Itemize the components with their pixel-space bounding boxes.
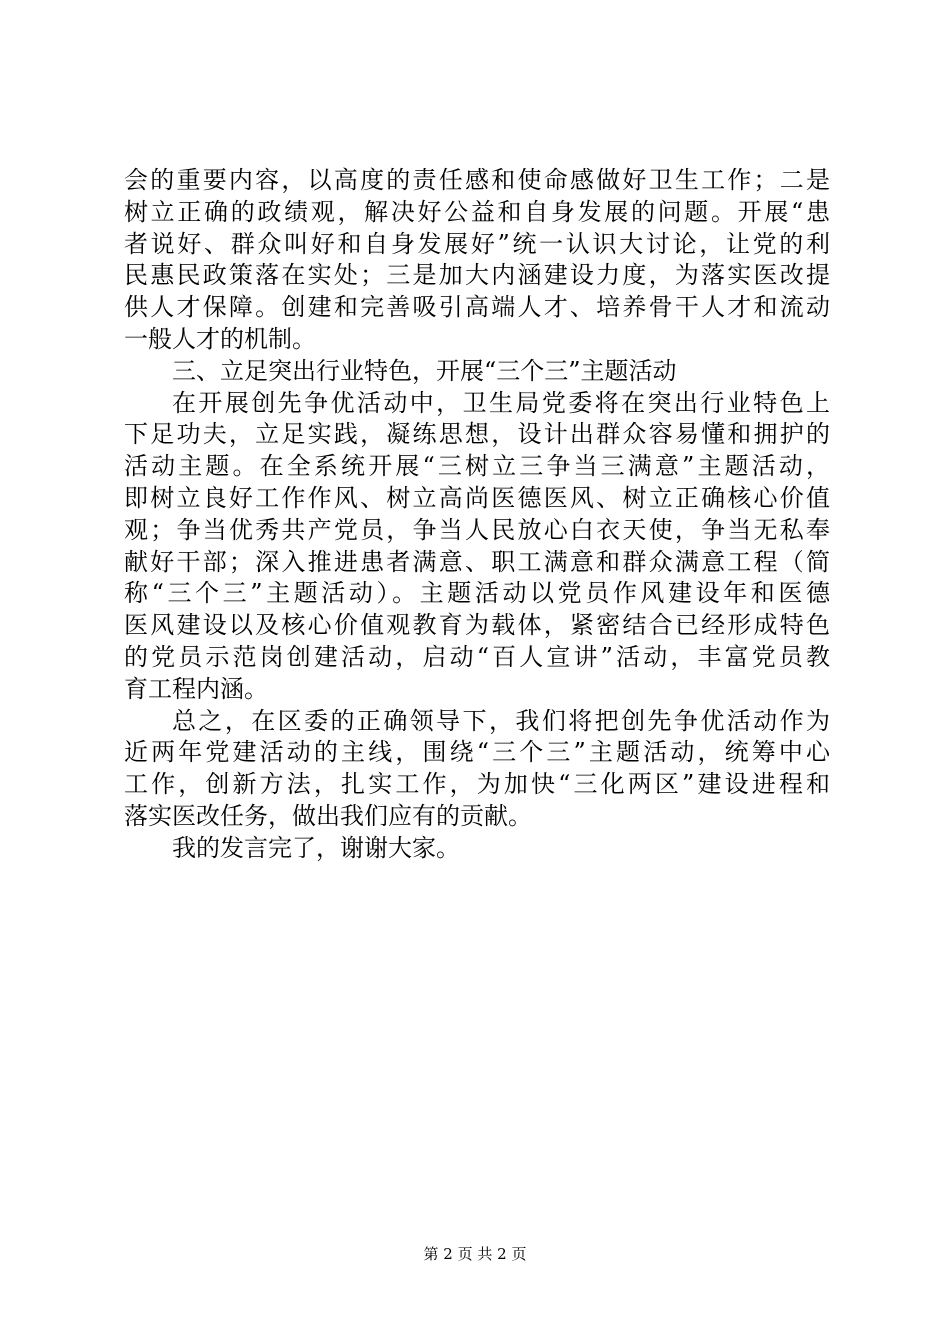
text-line: 活动主题。在全系统开展“三树立三争当三满意”主题活动，: [124, 452, 830, 481]
text-line: 一般人才的机制。: [124, 324, 316, 353]
text-line: 会的重要内容，以高度的责任感和使命感做好卫生工作；二是: [124, 166, 830, 194]
text-line: 观；争当优秀共产党员，争当人民放心白衣天使，争当无私奉: [124, 515, 830, 544]
text-line: 供人才保障。创建和完善吸引高端人才、培养骨干人才和流动: [124, 293, 830, 322]
text-line: 医风建设以及核心价值观教育为载体，紧密结合已经形成特色: [124, 611, 830, 640]
document-body: [124, 165, 830, 865]
text-line: 的党员示范岗创建活动，启动“百人宣讲”活动，丰富党员教: [124, 642, 830, 671]
text-line: 下足功夫，立足实践，凝练思想，设计出群众容易懂和拥护的: [124, 420, 830, 449]
text-line: 工作，创新方法，扎实工作，为加快“三化两区”建设进程和: [124, 770, 830, 799]
text-line: 三、立足突出行业特色，开展“三个三”主题活动: [172, 356, 677, 385]
text-line: 称“三个三”主题活动）。主题活动以党员作风建设年和医德: [124, 579, 830, 608]
text-line: 在开展创先争优活动中，卫生局党委将在突出行业特色上: [172, 388, 830, 417]
text-line: 我的发言完了，谢谢大家。: [172, 833, 460, 862]
text-line: 总之，在区委的正确领导下，我们将把创先争优活动作为: [172, 706, 830, 735]
text-line: 育工程内涵。: [124, 674, 268, 703]
text-line: 近两年党建活动的主线，围绕“三个三”主题活动，统筹中心: [124, 738, 830, 767]
text-line: 献好干部；深入推进患者满意、职工满意和群众满意工程（简: [124, 547, 830, 576]
page-footer: 第 2 页 共 2 页: [423, 1245, 527, 1263]
text-line: 者说好、群众叫好和自身发展好”统一认识大讨论，让党的利: [124, 229, 830, 258]
text-line: 落实医改任务，做出我们应有的贡献。: [124, 801, 532, 830]
text-line: 民惠民政策落在实处；三是加大内涵建设力度，为落实医改提: [124, 261, 830, 290]
text-line: 树立正确的政绩观，解决好公益和自身发展的问题。开展“患: [124, 197, 830, 226]
text-line: 即树立良好工作作风、树立高尚医德医风、树立正确核心价值: [124, 483, 830, 512]
